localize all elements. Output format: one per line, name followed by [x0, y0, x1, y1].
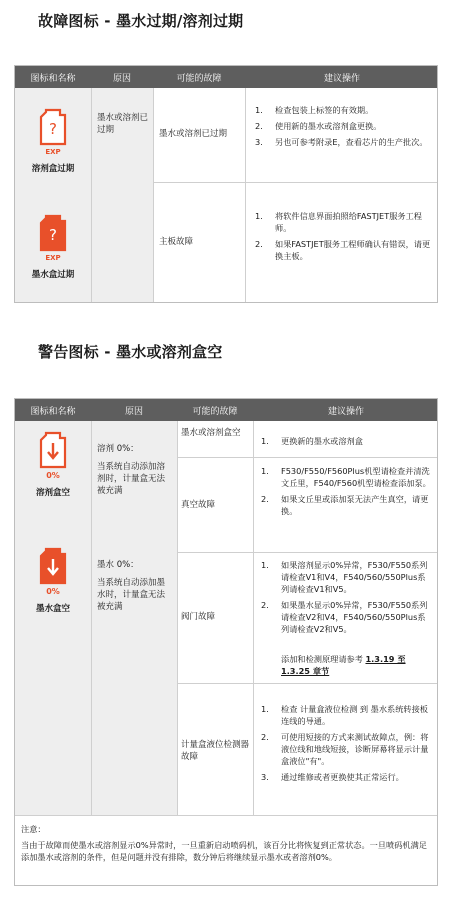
divider: [253, 421, 254, 815]
valve-reference: 添加和检测原理请参考 1.3.19 至 1.3.25 章节: [281, 654, 406, 676]
action-step: 2. 如果墨水显示0%异常，F530/F550系列请检查V2和V4，F540/560/550Plus系列请检查V2和V5。: [261, 600, 428, 634]
table-header: [15, 66, 437, 88]
ink-expired-cell: [15, 214, 91, 280]
header-cause: 原因: [112, 74, 131, 84]
actions-mainboard: [253, 210, 431, 266]
section-title-empty: 警告图标 - 墨水或溶剂盒空: [38, 343, 223, 361]
fault-level-detector: 计量盒液位检测器故障: [181, 740, 250, 762]
header-fault: 可能的故障: [176, 74, 222, 84]
note-title: 注意：: [21, 824, 46, 834]
ink-empty-filled-icon: [38, 547, 68, 585]
ink-cartridge-filled-icon: [38, 214, 68, 252]
header-cause: 原因: [124, 407, 143, 417]
question-glyph: ?: [49, 226, 57, 244]
chapter-reference-link[interactable]: 1.3.19 至 1.3.25 章节: [281, 654, 406, 676]
action-step: 2. 如果文丘里或添加泵无法产生真空，请更换。: [261, 494, 429, 516]
cause-solvent-desc: 当系统自动添加溶剂时，计量盒无法被充满: [97, 462, 166, 496]
action-step: 1. 将软件信息界面拍照给FASTJET服务工程师。: [255, 211, 422, 233]
cause-ink-title: 墨水 0%：: [97, 560, 139, 570]
expired-icons-table: [14, 65, 438, 303]
row-divider: [153, 182, 437, 183]
fault-expired: 墨水或溶剂已过期: [159, 129, 228, 139]
action-step: 1. 更换新的墨水或溶剂盒: [261, 436, 363, 446]
divider: [245, 88, 246, 302]
divider: [91, 88, 92, 302]
solvent-empty-outline-icon: [38, 431, 68, 469]
header-icon-name: 图标和名称: [30, 74, 76, 84]
actions-level-detector: [259, 703, 433, 787]
cause-ink: [97, 559, 173, 613]
fault-cartridge-empty: 墨水或溶剂盒空: [181, 428, 241, 438]
action-step: 2. 如果FASTJET服务工程师确认有错误，请更换主板。: [255, 239, 431, 261]
exp-badge: EXP: [45, 148, 61, 156]
ink-empty-label: 墨水盒空: [35, 604, 70, 614]
solvent-empty-cell: [15, 431, 91, 498]
header-action: 建议操作: [327, 407, 364, 417]
note-text: 当由于故障而使墨水或溶剂显示0%异常时，一旦重新启动喷码机，该百分比将恢复到正常状态。一旦喷码机满足添加墨水或溶剂的条件，但是问题并没有排除，数分钟后将继续显示墨水或者溶剂0%。: [21, 840, 427, 862]
actions-cartridge-empty: [259, 435, 433, 451]
ink-empty-cell: [15, 547, 91, 614]
fault-valve: 阀门故障: [181, 612, 216, 622]
solvent-cartridge-outline-icon: [38, 108, 68, 146]
header-icon-name: 图标和名称: [30, 407, 76, 417]
actions-valve: [259, 559, 433, 639]
note-block: [21, 823, 431, 863]
header-action: 建议操作: [323, 74, 360, 84]
exp-badge: EXP: [45, 254, 61, 262]
divider: [177, 421, 178, 815]
cause-solvent-title: 溶剂 0%：: [97, 444, 139, 454]
action-step: 1. F530/F550/F560Plus机型请检查并清洗文丘里，F540/F560机型请检查添加泵。: [261, 466, 431, 488]
note-divider: [15, 815, 437, 816]
action-step: 2. 使用新的墨水或溶剂盒更换。: [255, 121, 382, 131]
action-step: 3. 另也可参考附录E，查看芯片的生产批次。: [255, 137, 428, 147]
question-glyph: ?: [49, 120, 57, 138]
row-divider: [177, 683, 437, 684]
row-divider: [177, 552, 437, 553]
fault-vacuum: 真空故障: [181, 500, 216, 510]
action-step: 1. 如果溶剂显示0%异常，F530/F550系列请检查V1和V4，F540/560/550Plus系列请检查V1和V5。: [261, 560, 428, 594]
cause-solvent: [97, 443, 173, 497]
action-step: 1. 检查 计量盒液位检测 到 墨水系统转接板 连线的导通。: [261, 704, 428, 726]
row-divider: [177, 457, 437, 458]
expired-cause: 墨水或溶剂已过期: [97, 113, 149, 135]
action-step: 1. 检查包装上标签的有效期。: [255, 105, 374, 115]
solvent-expired-cell: [15, 108, 91, 174]
empty-icons-table: [14, 398, 438, 886]
actions-expired: [253, 104, 431, 152]
action-step: 2. 可使用短接的方式来测试故障点，例：将液位线和地线短接，诊断屏幕将显示计量盒液位"有"。: [261, 732, 429, 766]
zero-percent-badge: 0%: [46, 471, 60, 480]
actions-vacuum: [259, 465, 433, 521]
table-header: [15, 399, 437, 421]
divider: [153, 88, 154, 302]
header-fault: 可能的故障: [192, 407, 238, 417]
fault-mainboard: 主板故障: [159, 237, 194, 247]
cause-ink-desc: 当系统自动添加墨水时，计量盒无法被充满: [97, 578, 166, 612]
zero-percent-badge: 0%: [46, 587, 60, 596]
section-title-expired: 故障图标 - 墨水过期/溶剂过期: [38, 12, 244, 30]
action-step: 3. 通过维修或者更换使其正常运行。: [261, 772, 404, 782]
divider: [91, 421, 92, 815]
ink-expired-label: 墨水盒过期: [31, 270, 75, 280]
solvent-expired-label: 溶剂盒过期: [31, 164, 75, 174]
solvent-empty-label: 溶剂盒空: [35, 488, 70, 498]
